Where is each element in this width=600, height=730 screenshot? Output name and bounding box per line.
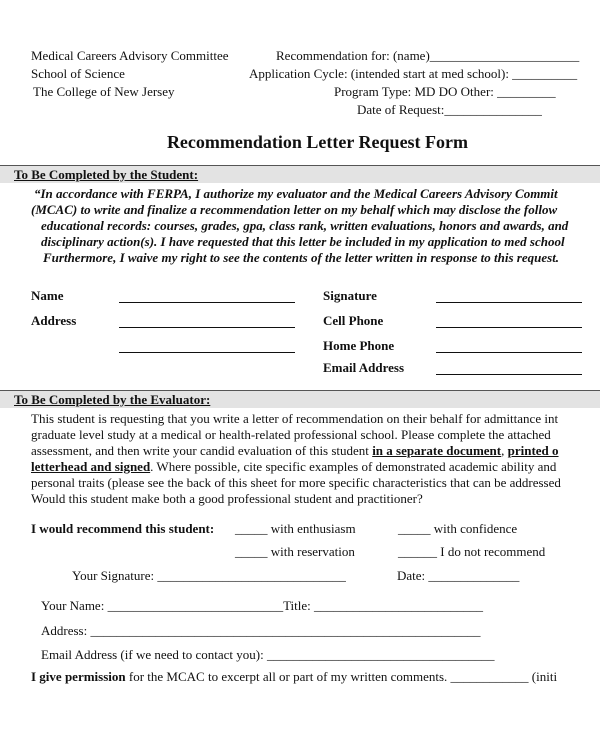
program-type-field[interactable]: Program Type: MD DO Other: _________ [334, 84, 556, 99]
ferpa-line-2: (MCAC) to write and finalize a recommendation letter on my behalf which may disclose the follow [31, 202, 558, 217]
evaluator-section-title: To Be Completed by the Evaluator: [14, 392, 211, 407]
application-cycle-field[interactable]: Application Cycle: (intended start at med school): __________ [249, 66, 578, 81]
option-do-not-recommend[interactable]: ______ I do not recommend [398, 544, 546, 559]
permission-statement [31, 669, 557, 685]
ferpa-line-4: disciplinary action(s). I have requested that this letter be included in my application to med school [41, 234, 565, 249]
home-phone-label: Home Phone [323, 338, 395, 353]
evaluator-text-line-6: Would this student make both a good professional student and practitioner? [31, 491, 423, 506]
signature-label: Signature [323, 288, 377, 303]
option-confidence[interactable]: _____ with confidence [398, 521, 518, 536]
ferpa-line-1: “In accordance with FERPA, I authorize my evaluator and the Medical Careers Advisory Commit [34, 186, 558, 201]
evaluator-text-line-2: graduate level study at a medical or health-related professional school. Please complete the attached [31, 427, 551, 442]
signature-input[interactable] [436, 302, 582, 303]
permission-bold: I give permission [31, 669, 126, 684]
evaluator-text-line-4 [31, 459, 556, 474]
evaluator-text-line-1: This student is requesting that you write a letter of recommendation on their behalf for admittance int [31, 411, 559, 426]
evaluator-text-line-5: personal traits (please see the back of this sheet for more specific characteristics that can be addressed [31, 475, 561, 490]
address-label: Address [31, 313, 77, 328]
permission-rest[interactable]: for the MCAC to excerpt all or part of my written comments. ____________ (initi [125, 669, 558, 684]
recommend-label: I would recommend this student: [31, 521, 215, 536]
option-enthusiasm[interactable]: _____ with enthusiasm [235, 521, 356, 536]
cell-phone-input[interactable] [436, 327, 582, 328]
cell-phone-label: Cell Phone [323, 313, 384, 328]
evaluator-date-field[interactable]: Date: ______________ [397, 568, 520, 583]
your-name-title-field[interactable]: Your Name: ___________________________Title: __________________________ [41, 598, 484, 613]
line4-text: . Where possible, cite specific examples of demonstrated academic ability and [150, 459, 557, 474]
name-input[interactable] [119, 302, 295, 303]
email-address-label: Email Address [323, 360, 405, 375]
evaluator-text-line-3 [31, 443, 559, 458]
line3-comma: , [501, 443, 508, 458]
separate-document-emphasis: in a separate document [372, 443, 502, 458]
school-name: School of Science [31, 66, 125, 81]
student-section-title: To Be Completed by the Student: [14, 167, 199, 182]
evaluator-address-field[interactable]: Address: ____________________________________________________________ [41, 623, 481, 638]
evaluator-email-field[interactable]: Email Address (if we need to contact you): ___________________________________ [41, 647, 495, 662]
recommendation-for-field[interactable]: Recommendation for: (name)_______________________ [276, 48, 580, 63]
student-section-header [0, 165, 600, 183]
letterhead-signed-emphasis: letterhead and signed [31, 459, 151, 474]
page-title: Recommendation Letter Request Form [166, 132, 469, 152]
date-of-request-field[interactable]: Date of Request:_______________ [357, 102, 542, 117]
line3-text: assessment, and then write your candid evaluation of this student [31, 443, 373, 458]
committee-name: Medical Careers Advisory Committee [31, 48, 229, 63]
evaluator-section-header [0, 390, 600, 408]
name-label: Name [31, 288, 64, 303]
address-input-2[interactable] [119, 352, 295, 353]
ferpa-line-5: Furthermore, I waive my right to see the contents of the letter written in response to this request. [43, 250, 560, 265]
printed-on-emphasis: printed o [507, 443, 559, 458]
email-address-input[interactable] [436, 374, 582, 375]
home-phone-input[interactable] [436, 352, 582, 353]
college-name: The College of New Jersey [33, 84, 175, 99]
ferpa-line-3: educational records: courses, grades, gpa, class rank, written evaluations, honors and awards, and [41, 218, 569, 233]
address-input-1[interactable] [119, 327, 295, 328]
your-signature-field[interactable]: Your Signature: _____________________________ [72, 568, 346, 583]
option-reservation[interactable]: _____ with reservation [235, 544, 355, 559]
